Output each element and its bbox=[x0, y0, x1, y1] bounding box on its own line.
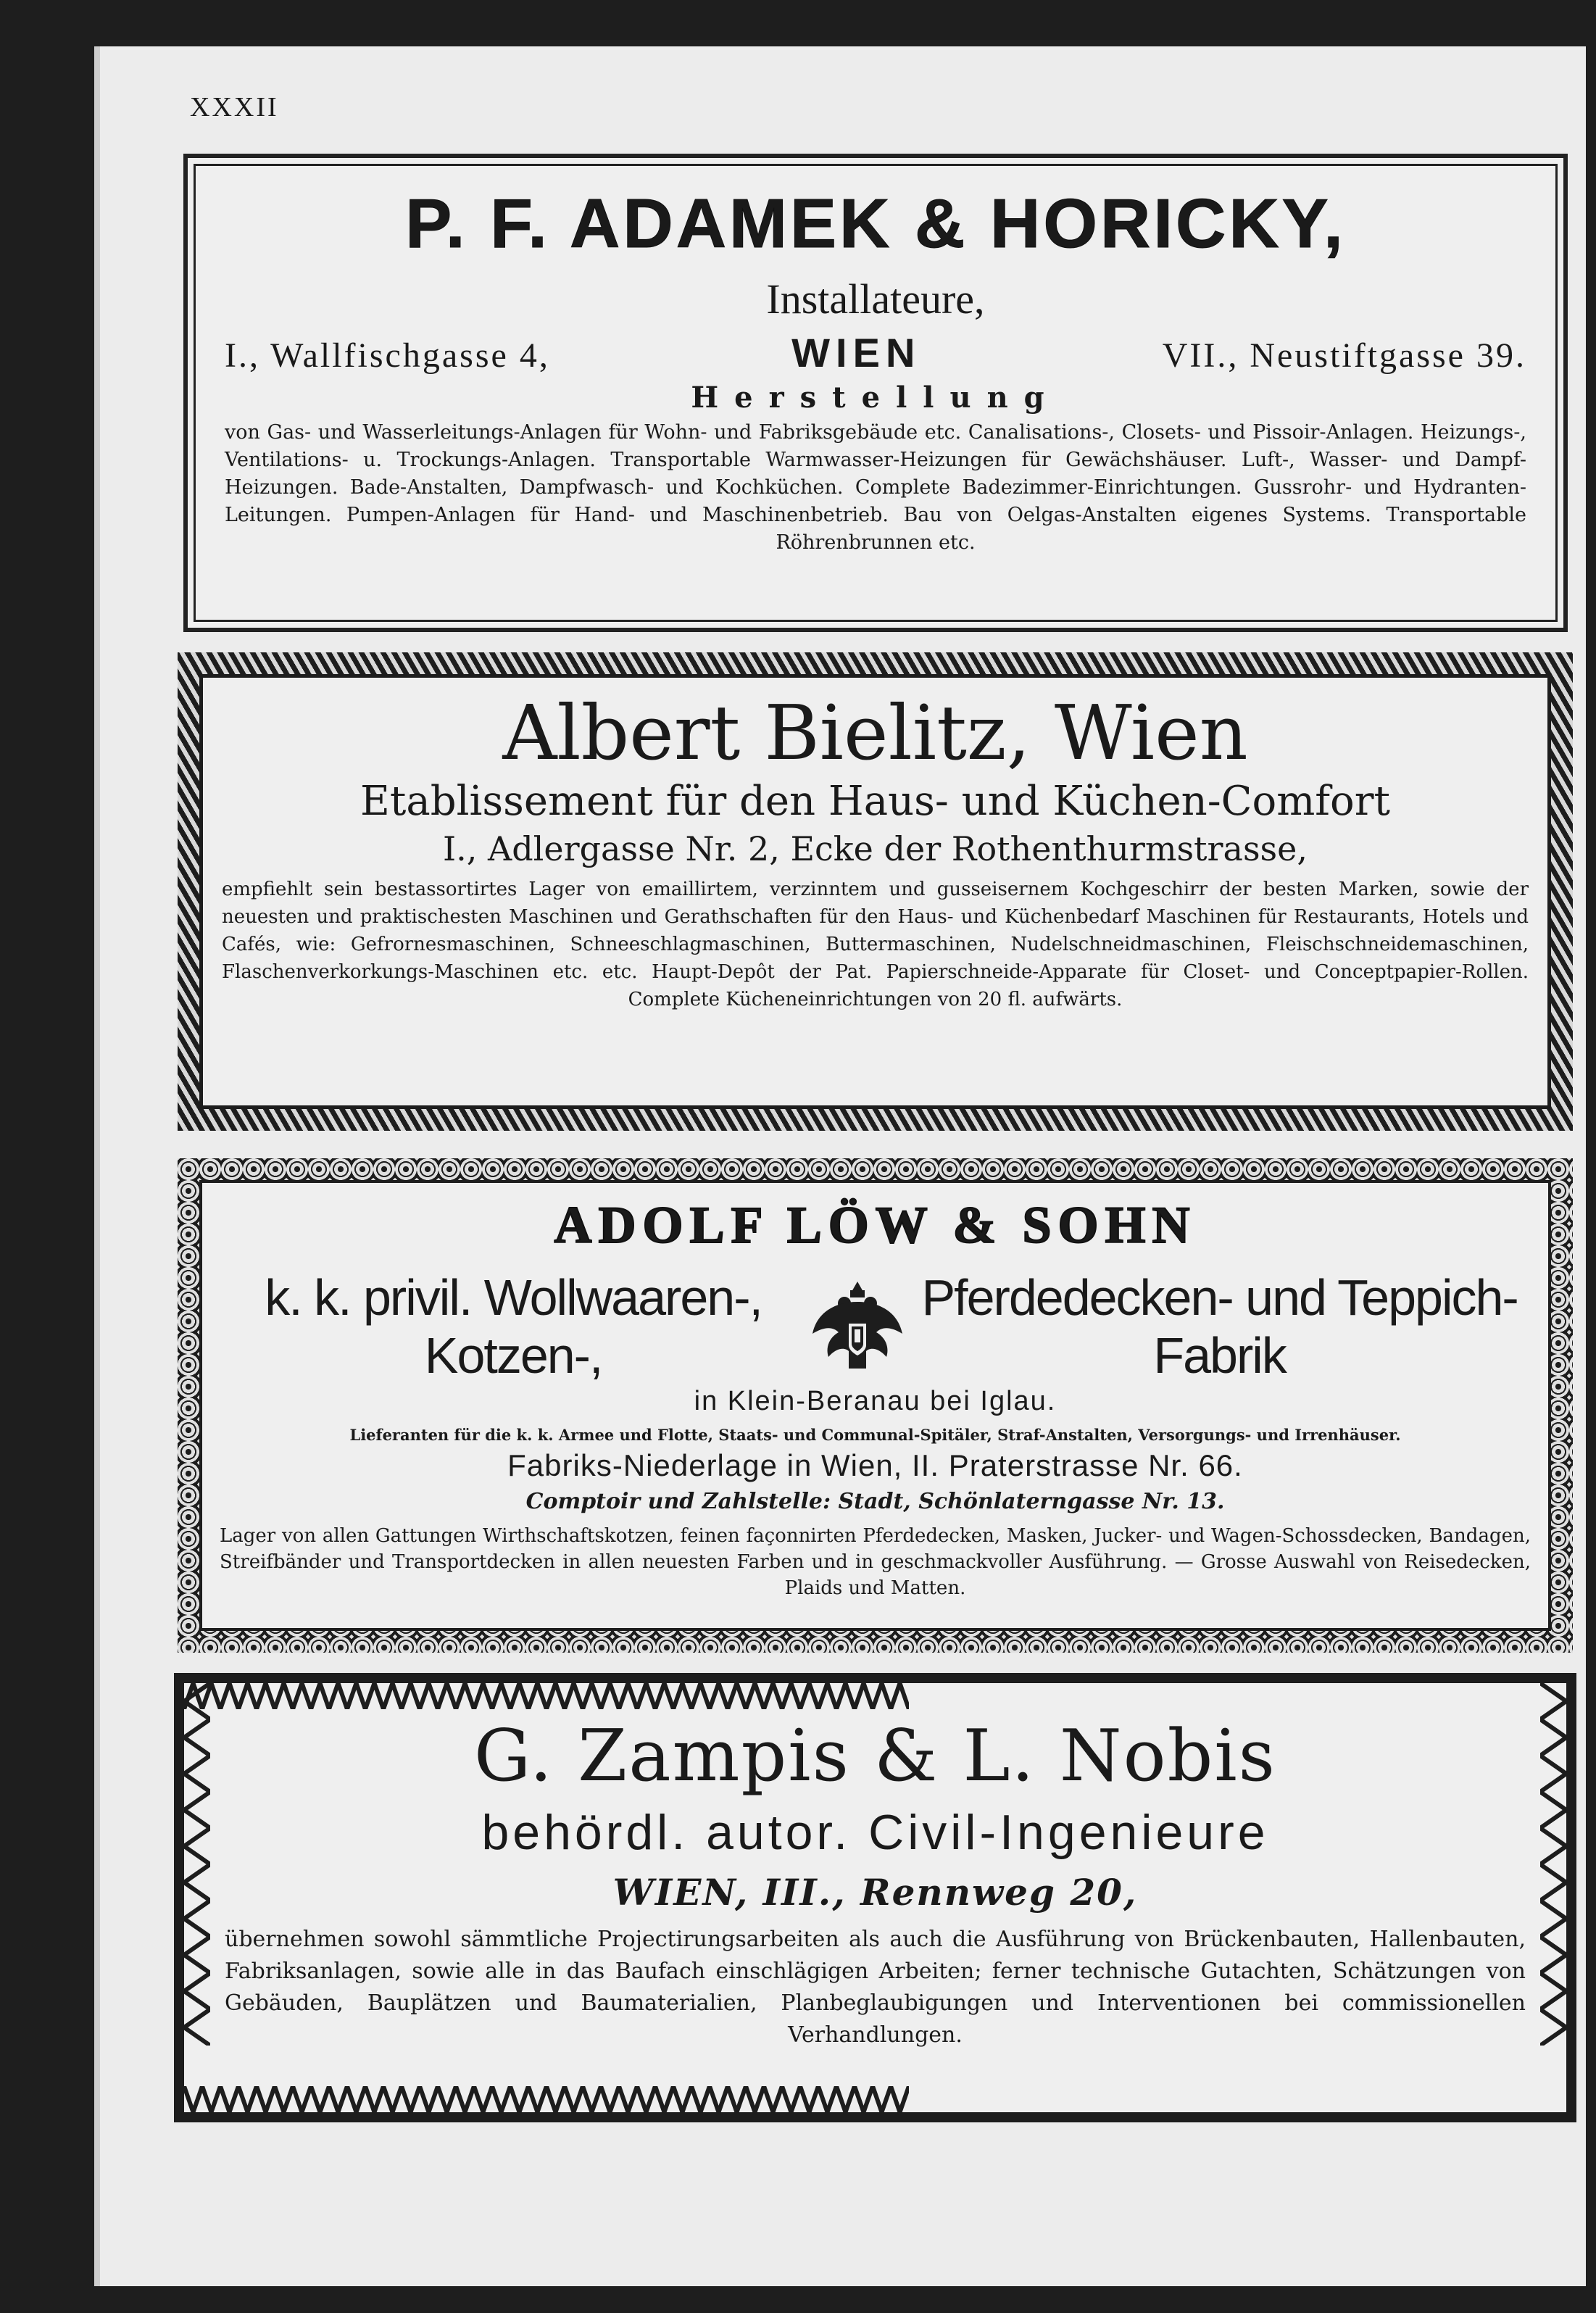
ad-trade-line bbox=[220, 1268, 1531, 1384]
ad-body: Lager von allen Gattungen Wirthschaftskotzen, feinen façonnirten Pferdedecken, Masken, Jucker- und Wagen-Schossdecken, Bandagen, Streifbänder und Transportdecken in allen neuesten Farben und in geschmackvoller Ausführung. — Grosse Auswahl von Reisedecken, Plaids und Matten. bbox=[220, 1525, 1531, 1599]
address-city: WIEN bbox=[791, 330, 921, 375]
zigzag-border-right bbox=[1540, 1683, 1566, 2046]
double-headed-eagle-icon bbox=[807, 1272, 908, 1381]
address-right: VII., Neustiftgasse 39. bbox=[1162, 336, 1526, 375]
ad-body: von Gas- und Wasserleitungs-Anlagen für Wohn- und Fabriksgebäude etc. Canalisations-, Closets- und Pissoir-Anlagen. Heizungs-, Ventilations- u. Trockungs-Anlagen. Transportable Warmwasser-Heizungen für Gewächshäuser. Luft-, Wasser- und Dampf-Heizungen. Bade-Anstalten, Dampfwasch- und Kochküchen. Complete Badezimmer-Einrichtungen. Gussrohr- und Hydranten-Leitungen. Pumpen-Anlagen für Hand- und Maschinenbetrieb. Bau von Oelgas-Anstalten eigenes Systems. Transportable Röhrenbrunnen etc. bbox=[225, 421, 1526, 554]
ad-address: I., Adlergasse Nr. 2, Ecke der Rothenthurmstrasse, bbox=[442, 829, 1308, 869]
advertisement-adamek-horicky bbox=[183, 154, 1568, 632]
ad-body: empfiehlt sein bestassortirtes Lager von emaillirtem, verzinntem und gusseisernem Kochgeschirr der besten Marken, sowie der neuesten und praktischesten Maschinen und Gerathschaften für den Haus- und Küchenbedarf Maschinen für Restaurants, Hotels und Cafés, wie: Gefrornesmaschinen, Schneeschlagmaschinen, Buttermaschinen, Nudelschneidmaschinen, Fleischschneidemaschinen, Flaschenverkorkungs-Maschinen etc. etc. Haupt-Depôt der Pat. Papierschneide-Apparate für Closet- und Conceptpapier-Rollen. Complete Kücheneinrichtungen von 20 fl. aufwärts. bbox=[222, 879, 1529, 1011]
zigzag-border-bottom bbox=[184, 2086, 909, 2112]
zigzag-border-top bbox=[184, 1683, 909, 1709]
ad-subtitle: Etablissement für den Haus- und Küchen-Comfort bbox=[359, 778, 1391, 826]
advertisement-adolf-loew bbox=[178, 1158, 1573, 1653]
ad-title: P. F. ADAMEK & HORICKY, bbox=[405, 185, 1346, 262]
ad-title: G. Zampis & L. Nobis bbox=[474, 1715, 1276, 1798]
zigzag-border-left bbox=[184, 1683, 210, 2046]
advertisement-albert-bielitz bbox=[178, 652, 1573, 1131]
ad-subtitle: behördl. autor. Civil-Ingenieure bbox=[481, 1804, 1269, 1860]
ad-address: WIEN, III., Rennweg 20, bbox=[612, 1870, 1138, 1914]
ad-title: ADOLF LÖW & SOHN bbox=[554, 1196, 1197, 1254]
ad-depot: Fabriks-Niederlage in Wien, II. Praterstrasse Nr. 66. bbox=[507, 1448, 1243, 1482]
ad-heading: Herstellung bbox=[691, 381, 1060, 415]
ad-address bbox=[225, 329, 1526, 376]
advertisement-zampis-nobis bbox=[174, 1673, 1576, 2122]
address-left: I., Wallfischgasse 4, bbox=[225, 336, 550, 375]
page-number: XXXII bbox=[190, 92, 279, 122]
ad-supply: Lieferanten für die k. k. Armee und Flotte, Staats- und Communal-Spitäler, Straf-Anstalten, Versorgungs- und Irrenhäuser. bbox=[349, 1426, 1401, 1444]
ad-body: übernehmen sowohl sämmtliche Projectirungsarbeiten als auch die Ausführung von Brückenbauten, Hallenbauten, Fabriksanlagen, sowie alle in das Baufach einschlägigen Arbeiten; ferner technische Gutachten, Schätzungen von Gebäuden, Bauplätzen und Baumaterialien, Planbeglaubigungen und Interventionen bei commissionellen Verhandlungen. bbox=[225, 1926, 1526, 2048]
trade-left: k. k. privil. Wollwaaren-, Kotzen-, bbox=[265, 1269, 762, 1384]
ad-office: Comptoir und Zahlstelle: Stadt, Schönlaterngasse Nr. 13. bbox=[525, 1489, 1225, 1514]
ad-title: Albert Bielitz, Wien bbox=[502, 689, 1248, 777]
ad-location: in Klein-Beranau bei Iglau. bbox=[694, 1386, 1057, 1416]
ad-subtitle: Installateure, bbox=[766, 275, 985, 323]
trade-right: Pferdedecken- und Teppich-Fabrik bbox=[921, 1269, 1518, 1384]
